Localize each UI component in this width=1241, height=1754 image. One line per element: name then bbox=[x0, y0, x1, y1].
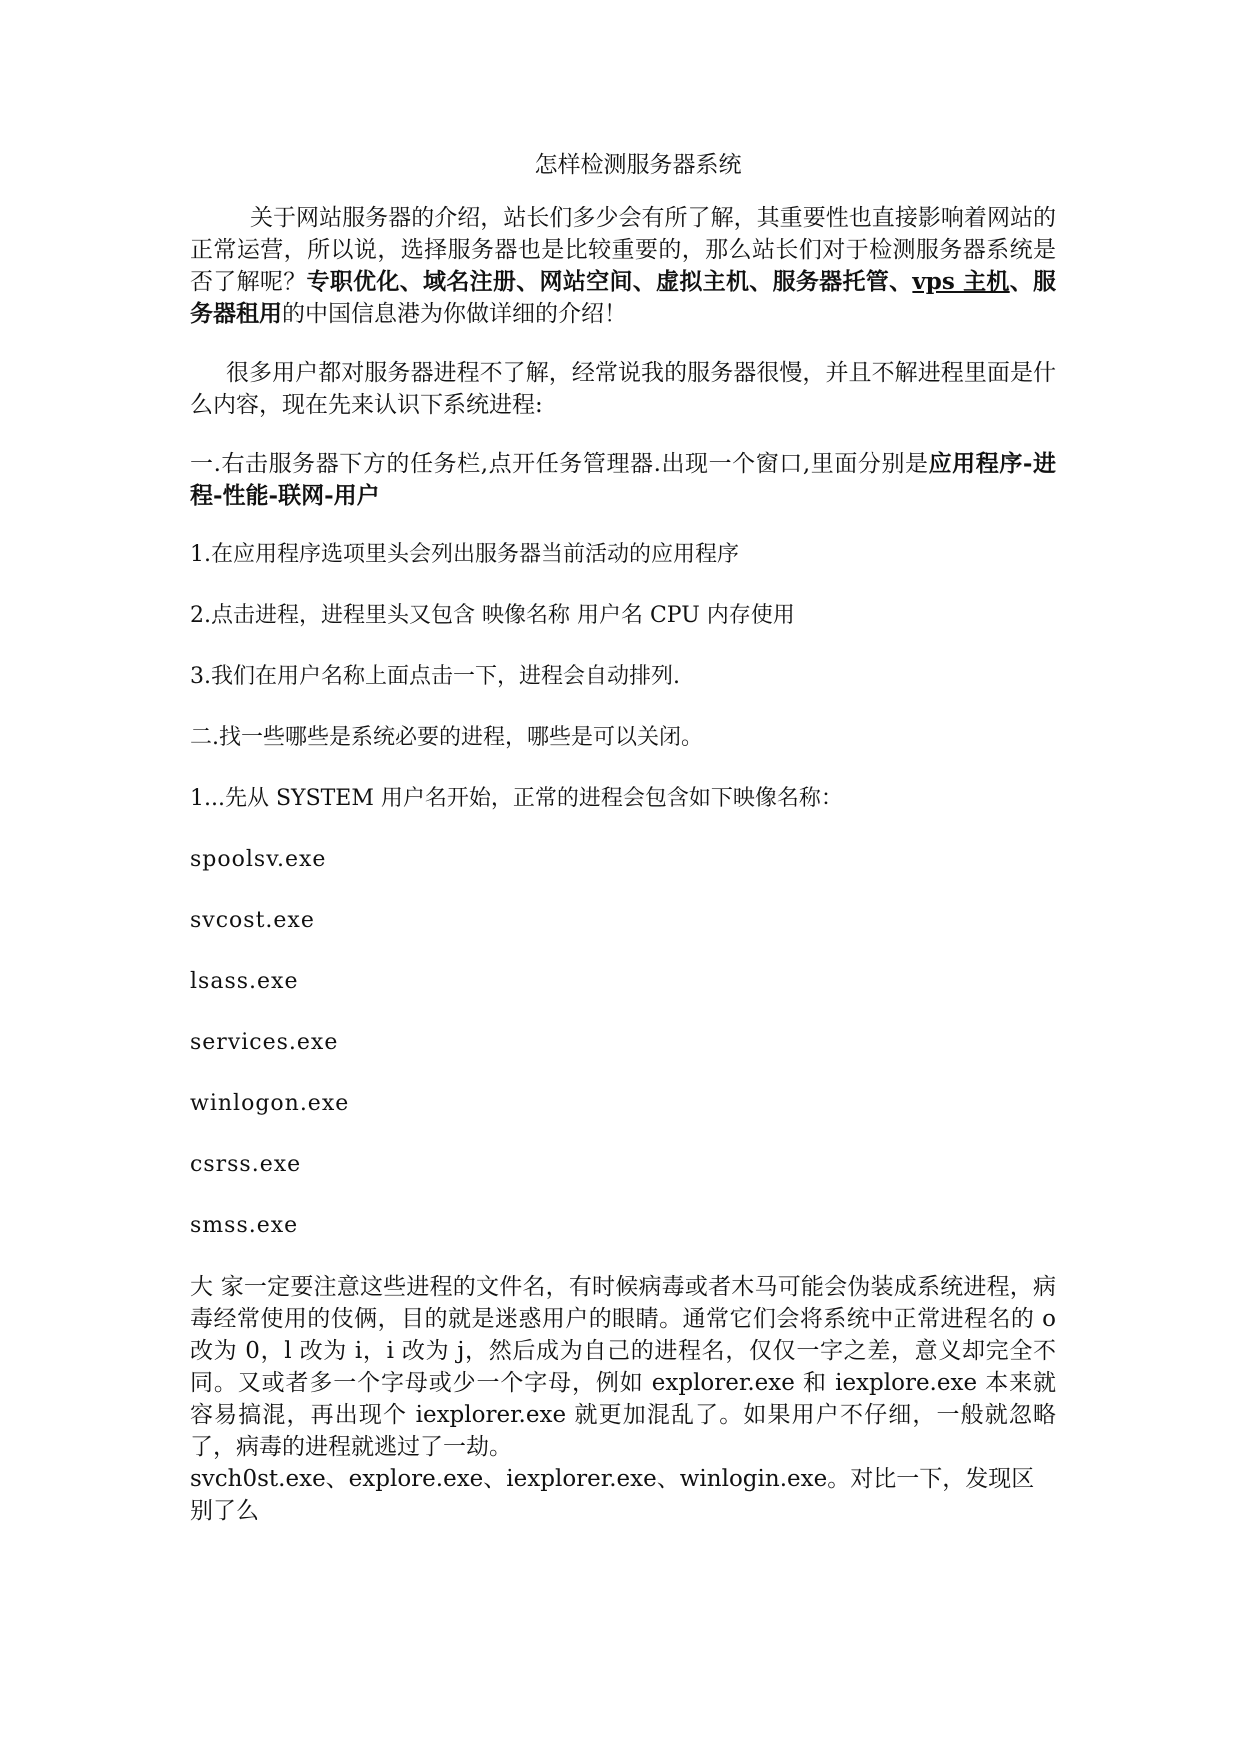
intro-keywords-rent: 、服务器租用 bbox=[190, 268, 1057, 327]
process-name: lsass.exe bbox=[190, 969, 299, 994]
process-name: smss.exe bbox=[190, 1213, 299, 1238]
system-step: 1...先从 SYSTEM 用户名开始，正常的进程会包含如下映像名称： bbox=[190, 786, 843, 811]
process-name: csrss.exe bbox=[190, 1152, 302, 1177]
warning-paragraph: 大 家一定要注意这些进程的文件名，有时候病毒或者木马可能会伪装成系统进程，病毒经常使用的伎俩，目的就是迷惑用户的眼睛。通常它们会将系统中正常进程名的 o 改为 0，l 改为 i，i 改为 j，然后成为自己的进程名，仅仅一字之差，意义却完全不同。又或者多一个字母或少一个字母，例如 explorer.exe 和 iexplore.exe 本来就容易搞混，再出现个 iexplorer.exe 就更加混乱了。如果用户不仔细，一般就忽略了，病毒的进程就逃过了一劫。 bbox=[190, 1274, 1056, 1460]
intro-paragraph bbox=[190, 202, 1056, 330]
document-page bbox=[190, 148, 1056, 1527]
intro-text: 关于网站服务器的介绍，站长们多少会有所了解，其重要性也直接影响着网站的正常运营，所以说，选择服务器也是比较重要的，那么站长们对于检测服务器系统是否了解呢？ bbox=[190, 205, 1056, 295]
step-item: 1.在应用程序选项里头会列出服务器当前活动的应用程序 bbox=[190, 542, 739, 567]
intro-keywords: 专职优化、域名注册、网站空间、虚拟主机、服务器托管、 bbox=[306, 268, 913, 295]
process-name: spoolsv.exe bbox=[190, 847, 327, 872]
process-name: winlogon.exe bbox=[190, 1091, 350, 1116]
step-item: 2.点击进程，进程里头又包含 映像名称 用户名 CPU 内存使用 bbox=[190, 603, 795, 628]
section-two-heading: 二.找一些哪些是系统必要的进程，哪些是可以关闭。 bbox=[190, 725, 703, 750]
compare-paragraph: svch0st.exe、explore.exe、iexplorer.exe、winlogin.exe。对比一下，发现区别了么 bbox=[190, 1466, 1035, 1524]
section-one-paragraph bbox=[190, 448, 1056, 512]
section-one-tabs: 应用程序-进程-性能-联网-用户 bbox=[190, 450, 1057, 509]
vps-host-link[interactable]: vps 主机 bbox=[912, 268, 1010, 295]
section-one-text: 一.右击服务器下方的任务栏,点开任务管理器.出现一个窗口,里面分别是 bbox=[190, 451, 929, 477]
intro-text-end: 的中国信息港为你做详细的介绍！ bbox=[282, 301, 627, 327]
process-intro-paragraph: 很多用户都对服务器进程不了解，经常说我的服务器很慢，并且不解进程里面是什么内容，现在先来认识下系统进程: bbox=[190, 360, 1056, 418]
step-item: 3.我们在用户名称上面点击一下，进程会自动排列. bbox=[190, 664, 680, 689]
document-title: 怎样检测服务器系统 bbox=[534, 152, 742, 178]
process-name: svcost.exe bbox=[190, 908, 315, 933]
process-name: services.exe bbox=[190, 1030, 339, 1055]
